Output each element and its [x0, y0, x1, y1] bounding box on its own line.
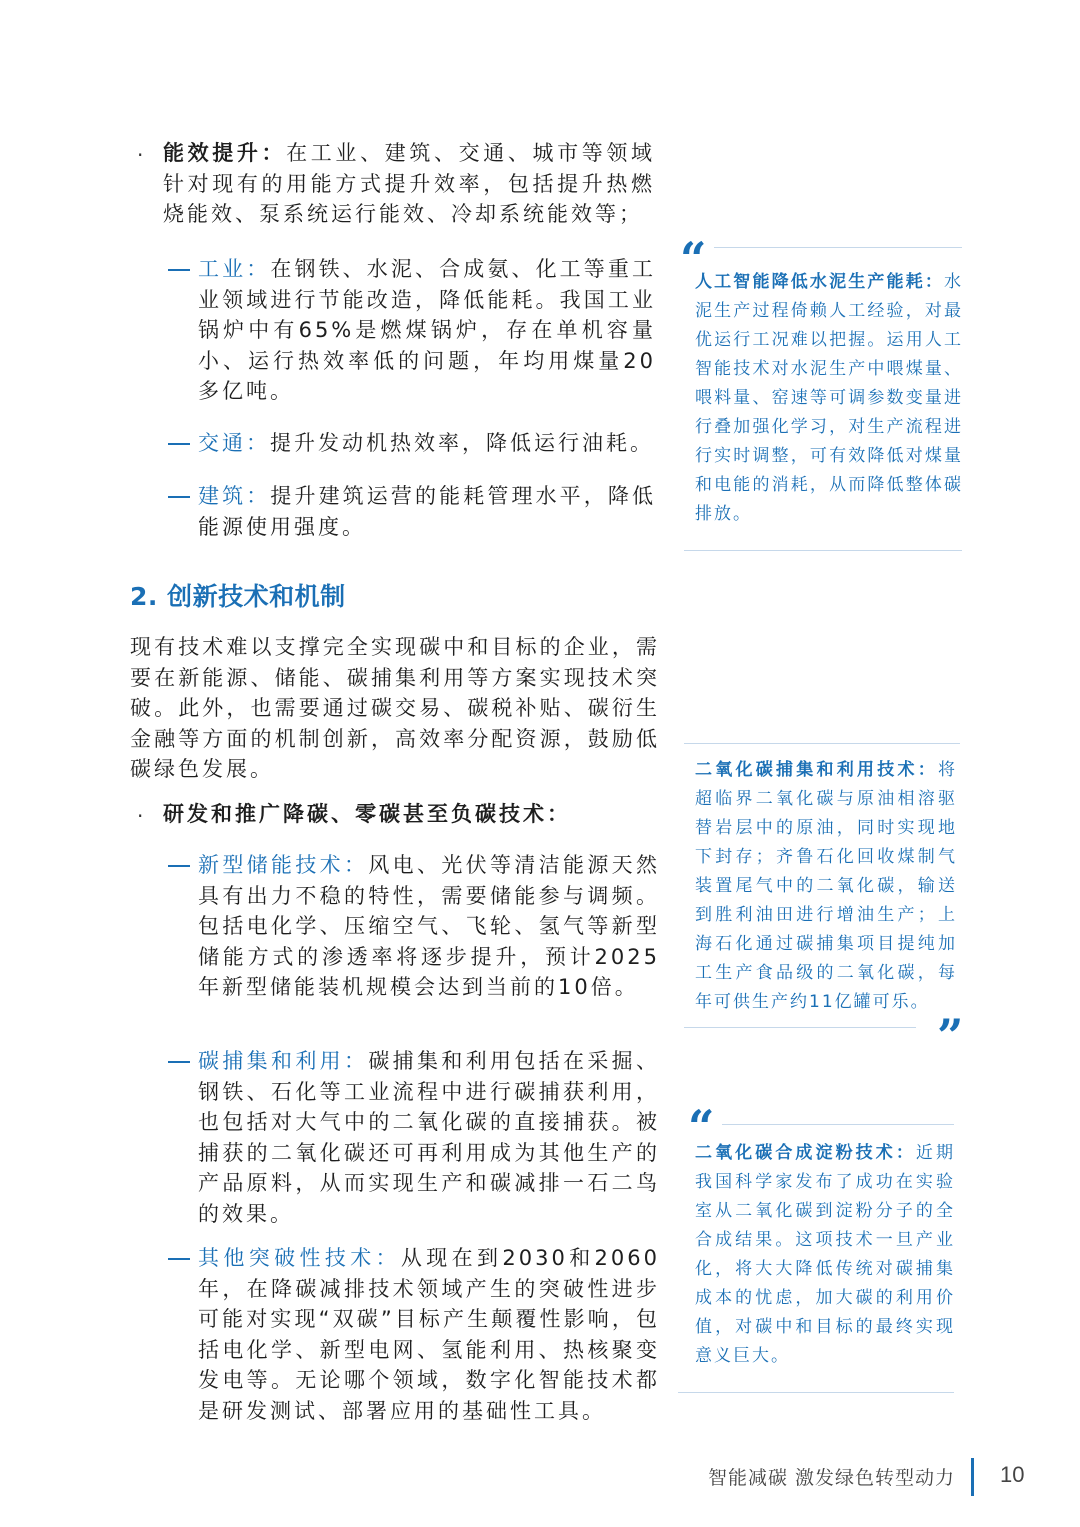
sidebar-box-cement-ai — [695, 268, 963, 529]
open-quote-icon: “ — [688, 1100, 715, 1154]
sub-item-text: 在钢铁、水泥、合成氨、化工等重工业领域进行节能改造，降低能耗。我国工业锅炉中有65%是燃煤锅炉，存在单机容量小、运行热效率低的问题，年均用煤量20多亿吨。 — [198, 257, 657, 403]
sidebar-box-text: 近期我国科学家发布了成功在实验室从二氧化碳到淀粉分子的全合成结果。这项技术一旦产业化，将大大降低传统对碳捕集成本的忧虑，加大碳的利用价值，对碳中和目标的最终实现意义巨大。 — [695, 1143, 956, 1366]
bullet-text: 在工业、建筑、交通、城市等领域针对现有的用能方式提升效率，包括提升热燃烧能效、泵系统运行能效、冷却系统能效等； — [163, 141, 656, 226]
divider — [684, 1027, 916, 1028]
bullet-label: 能效提升： — [163, 141, 287, 165]
sidebar-box-title: 二氧化碳捕集和利用技术： — [695, 760, 938, 780]
dash-marker — [168, 865, 190, 867]
bullet-rd-tech: 研发和推广降碳、零碳甚至负碳技术： — [163, 802, 571, 826]
sub-item-text: 提升建筑运营的能耗管理水平，降低能源使用强度。 — [198, 484, 657, 539]
dash-marker — [168, 1258, 190, 1260]
sidebar-box-ccus — [695, 756, 957, 1017]
section-heading: 2. 创新技术和机制 — [130, 582, 346, 611]
footer-title: 智能减碳 激发绿色转型动力 — [707, 1467, 955, 1489]
sub-item-industry — [198, 254, 656, 407]
footer-divider — [971, 1458, 974, 1496]
sub-item-label: 新型储能技术： — [198, 853, 369, 877]
sub-item-text: 风电、光伏等清洁能源天然具有出力不稳的特性，需要储能参与调频。包括电化学、压缩空气、飞轮、氢气等新型储能方式的渗透率将逐步提升，预计2025年新型储能装机规模会达到当前的10倍。 — [198, 853, 661, 999]
divider — [684, 550, 962, 551]
dash-marker — [168, 269, 190, 271]
sidebar-box-text: 将超临界二氧化碳与原油相溶驱替岩层中的原油，同时实现地下封存；齐鲁石化回收煤制气装置尾气中的二氧化碳，输送到胜利油田进行增油生产；上海石化通过碳捕集项目提纯加工生产食品级的二氧化碳，每年可供生产约11亿罐可乐。 — [695, 760, 957, 1012]
bullet-energy-efficiency — [163, 138, 655, 230]
page-number: 10 — [1000, 1462, 1025, 1487]
divider — [678, 1392, 954, 1393]
sub-item-label: 工业： — [198, 257, 271, 281]
close-quote-icon: ” — [937, 1009, 964, 1063]
open-quote-icon: “ — [680, 232, 707, 286]
sub-item-breakthrough — [198, 1243, 660, 1426]
sub-item-building — [198, 481, 656, 542]
divider — [684, 743, 960, 744]
sub-item-label: 建筑： — [198, 484, 271, 508]
sidebar-box-text: 水泥生产过程倚赖人工经验，对最优运行工况难以把握。运用人工智能技术对水泥生产中喂煤量、喂料量、窑速等可调参数变量进行叠加强化学习，对生产流程进行实时调整，可有效降低对煤量和电能的消耗，从而降低整体碳排放。 — [695, 272, 963, 524]
dash-marker — [168, 1061, 190, 1063]
sub-item-label: 交通： — [198, 431, 270, 455]
bullet-dot: · — [137, 804, 144, 828]
sub-item-text: 提升发动机热效率，降低运行油耗。 — [270, 431, 654, 455]
sidebar-box-title: 二氧化碳合成淀粉技术： — [695, 1143, 916, 1163]
sub-item-carbon-capture — [198, 1046, 660, 1229]
sub-item-label: 其他突破性技术： — [198, 1246, 401, 1270]
sidebar-box-title: 人工智能降低水泥生产能耗： — [695, 272, 944, 292]
sub-item-text: 从现在到2030和2060年，在降碳减排技术领域产生的突破性进步可能对实现“双碳”目标产生颠覆性影响，包括电化学、新型电网、氢能利用、热核聚变发电等。无论哪个领域，数字化智能技术都是研发测试、部署应用的基础性工具。 — [198, 1246, 660, 1423]
divider — [722, 1124, 954, 1125]
sub-item-label: 碳捕集和利用： — [198, 1049, 369, 1073]
sub-item-energy-storage — [198, 850, 660, 1003]
section-paragraph: 现有技术难以支撑完全实现碳中和目标的企业，需要在新能源、储能、碳捕集利用等方案实现技术突破。此外，也需要通过碳交易、碳税补贴、碳衍生金融等方面的机制创新，高效率分配资源，鼓励低碳绿色发展。 — [130, 635, 660, 781]
dash-marker — [168, 443, 190, 445]
divider — [714, 247, 962, 248]
bullet-dot: · — [137, 143, 144, 167]
dash-marker — [168, 496, 190, 498]
sub-item-text: 碳捕集和利用包括在采掘、钢铁、石化等工业流程中进行碳捕获利用，也包括对大气中的二氧化碳的直接捕获。被捕获的二氧化碳还可再利用成为其他生产的产品原料，从而实现生产和碳减排一石二鸟的效果。 — [198, 1049, 661, 1226]
sidebar-box-starch — [695, 1139, 955, 1371]
sub-item-transport — [198, 428, 656, 459]
